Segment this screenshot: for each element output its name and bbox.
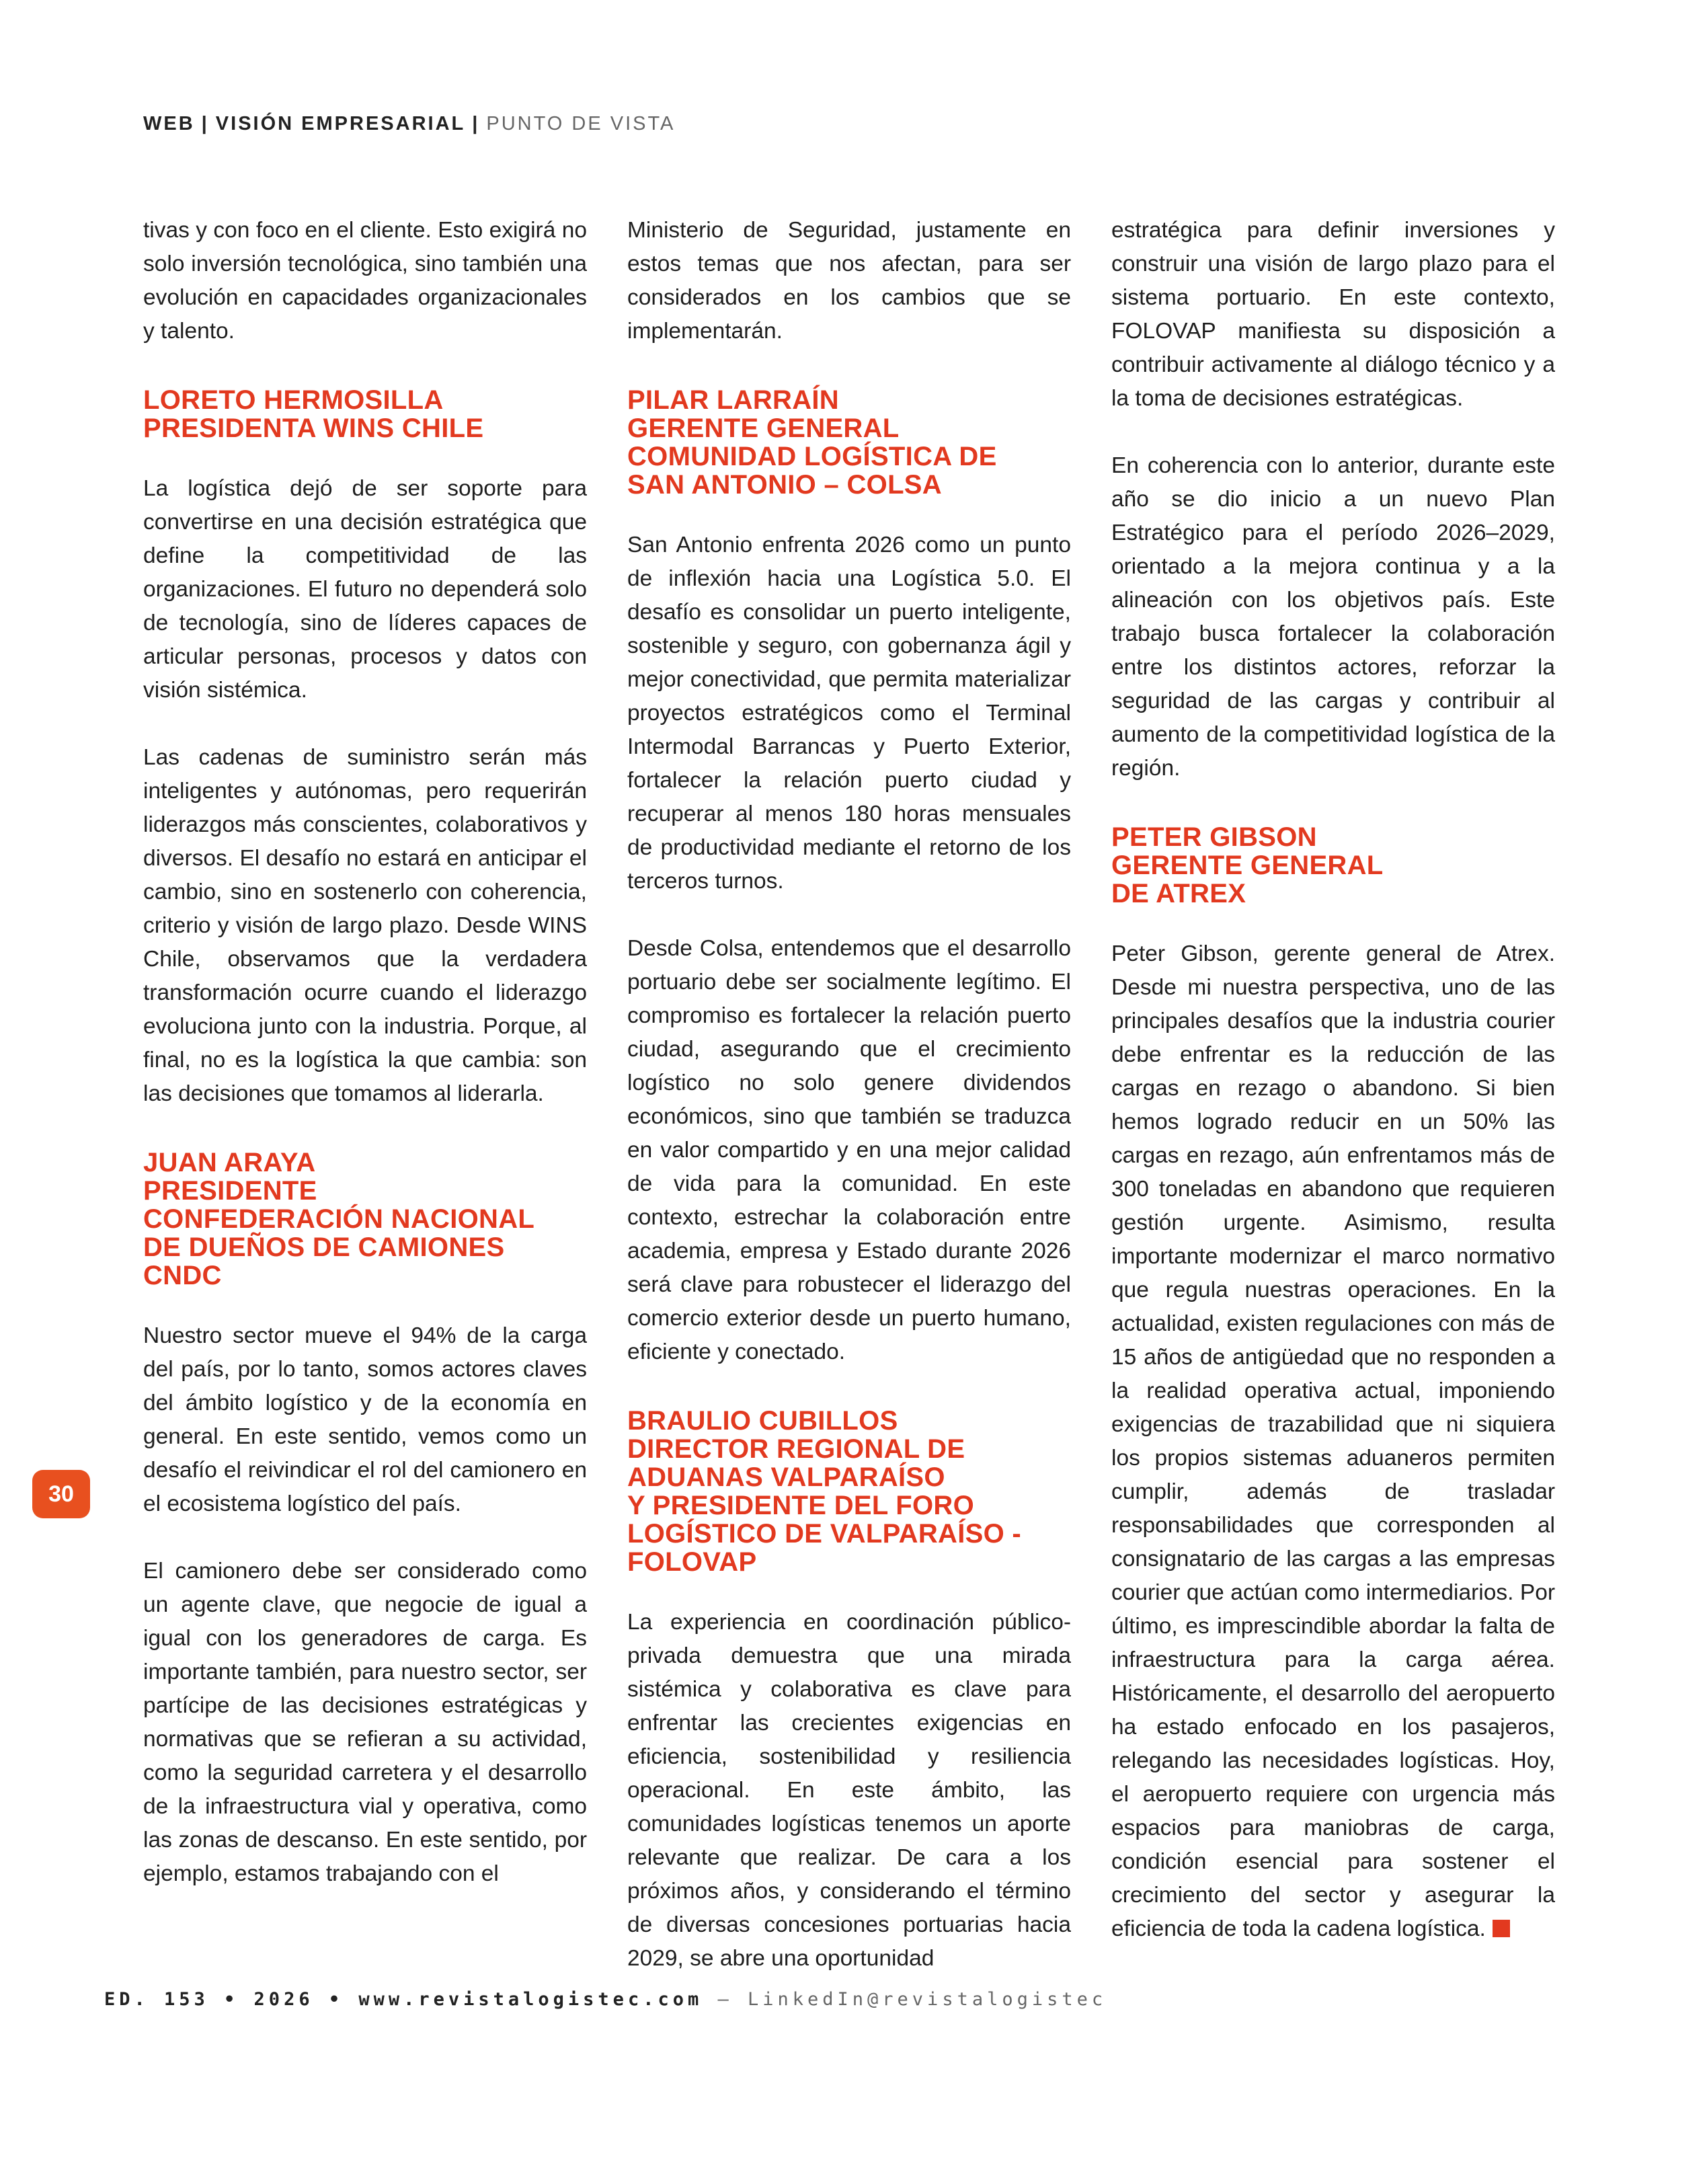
header-section: VISIÓN EMPRESARIAL [215,113,466,134]
footer-social: – LinkedIn@revistalogistec [717,1989,1107,2010]
header-web: WEB [143,113,195,134]
paragraph: La experiencia en coordinación público-privada demuestra que una mirada sistémica y colaborativa es clave para enfrentar las crecientes exigencias en eficiencia, sostenibilidad y resiliencia operacional. En este ámbito, las comunidades logísticas tenemos un aporte relevante que realizar. De cara a los próximos años, y considerando el término de diversas concesiones portuarias hacia 2029, se abre una oportunidad [627,1610,1071,1971]
paragraph-text: Peter Gibson, gerente general de Atrex. Desde mi nuestra perspectiva, uno de las principales desafíos que la industria courier debe enfrentar es la reducción de las cargas en rezago o abandono. Si bien hemos logrado reducir en un 50% las cargas en rezago, aún enfrentamos más de 300 toneladas en abandono que requieren gestión urgente. Asimismo, resulta importante modernizar el marco normativo que regula nuestras operaciones. En la actualidad, existen regulaciones con más de 15 años de antigüedad que no responden a la realidad operativa actual, imponiendo exigencias de trazabilidad que ni siquiera los propios sistemas aduaneros permiten cumplir, además de trasladar responsabilidades que corresponden al consignatario de las cargas a las empresas courier que actúan como intermediarios. Por último, es imprescindible abordar la falta de infraestructura para la carga aérea. Históricamente, el desarrollo del aeropuerto ha estado enfocado en los pasajeros, relegando las necesidades logísticas. Hoy, el aeropuerto requiere con urgencia más espacios para maniobras de carga, condición esencial para sostener el crecimiento del sector y asegurar la eficiencia de toda la cadena logística. [1111,941,1555,1941]
author-heading-peter-gibson: PETER GIBSON GERENTE GENERAL DE ATREX [1111,822,1384,908]
paragraph: Ministerio de Seguridad, justamente en estos temas que nos afectan, para ser considerados en los cambios que se implementarán. [627,218,1071,344]
author-heading-braulio-cubillos: BRAULIO CUBILLOS DIRECTOR REGIONAL DE ADUANAS VALPARAÍSO Y PRESIDENTE DEL FORO LOGÍSTICO DE VALPARAÍSO - FOLOVAP [627,1406,1022,1577]
page-footer [104,1989,1107,2010]
paragraph-final [1111,937,1555,1946]
header-separator: | [201,113,209,134]
paragraph: Las cadenas de suministro serán más inteligentes y autónomas, pero requerirán liderazgos más conscientes, colaborativos y diversos. El desafío no estará en anticipar el cambio, sino en sostenerlo con coherencia, criterio y visión de largo plazo. Desde WINS Chile, observamos que la verdadera transformación ocurre cuando el liderazgo evoluciona junto con la industria. Porque, al final, no es la logística la que cambia: son las decisiones que tomamos al liderarla. [143,745,587,1106]
paragraph: estratégica para definir inversiones y construir una visión de largo plazo para el sistema portuario. En este contexto, FOLOVAP manifiesta su disposición a contribuir activamente al diálogo técnico y a la toma de decisiones estratégicas. [1111,218,1555,411]
header-separator: | [472,113,480,134]
paragraph: En coherencia con lo anterior, durante este año se dio inicio a un nuevo Plan Estratégico para el período 2026–2029, orientado a la mejora continua y a la alineación con los objetivos país. Este trabajo busca fortalecer la colaboración entre los distintos actores, reforzar la seguridad de las cargas y contribuir al aumento de la competitividad logística de la región. [1111,453,1555,781]
paragraph: La logística dejó de ser soporte para convertirse en una decisión estratégica que define la competitividad de las organizaciones. El futuro no dependerá solo de tecnología, sino de líderes capaces de articular personas, procesos y datos con visión sistémica. [143,476,587,703]
article-column-2 [627,214,1071,1976]
header-subsection: PUNTO DE VISTA [486,113,676,134]
paragraph: Desde Colsa, entendemos que el desarrollo portuario debe ser socialmente legítimo. El compromiso es fortalecer la relación puerto ciudad, asegurando que el crecimiento logístico no solo genere dividendos económicos, sino que también se traduzca en valor compartido y en una mejor calidad de vida para la comunidad. En este contexto, estrechar la colaboración entre academia, empresa y Estado durante 2026 será clave para robustecer el liderazgo del comercio exterior desde un puerto humano, eficiente y conectado. [627,936,1071,1364]
paragraph: Nuestro sector mueve el 94% de la carga del país, por lo tanto, somos actores claves del ámbito logístico y de la economía en general. En este sentido, vemos como un desafío el reivindicar el rol del camionero en el ecosistema logístico del país. [143,1323,587,1516]
author-heading-loreto-hermosilla: LORETO HERMOSILLA PRESIDENTA WINS CHILE [143,385,484,443]
page-number-badge: 30 [32,1470,90,1518]
footer-edition: ED. 153 • 2026 • www.revistalogistec.com [104,1989,703,2010]
paragraph: tivas y con foco en el cliente. Esto exigirá no solo inversión tecnológica, sino también una evolución en capacidades organizacionales y talento. [143,218,587,344]
end-of-article-square-icon [1493,1920,1510,1937]
page-header [143,113,675,135]
article-column-3 [1111,214,1555,1946]
article-column-1 [143,214,587,1891]
paragraph: El camionero debe ser considerado como un agente clave, que negocie de igual a igual con los generadores de carga. Es importante también, para nuestro sector, ser partícipe de las decisiones estratégicas y normativas que se refieran a su actividad, como la seguridad carretera y el desarrollo de la infraestructura vial y operativa, como las zonas de descanso. En este sentido, por ejemplo, estamos trabajando con el [143,1559,587,1886]
author-heading-juan-araya: JUAN ARAYA PRESIDENTE CONFEDERACIÓN NACIONAL DE DUEÑOS DE CAMIONES CNDC [143,1148,535,1290]
paragraph: San Antonio enfrenta 2026 como un punto de inflexión hacia una Logística 5.0. El desafío es consolidar un puerto inteligente, sostenible y seguro, con gobernanza ágil y mejor conectividad, que permita materializar proyectos estratégicos como el Terminal Intermodal Barrancas y Puerto Exterior, fortalecer la relación puerto ciudad y recuperar al menos 180 horas mensuales de productividad mediante el retorno de los terceros turnos. [627,533,1071,894]
author-heading-pilar-larrain: PILAR LARRAÍN GERENTE GENERAL COMUNIDAD LOGÍSTICA DE SAN ANTONIO – COLSA [627,385,997,500]
